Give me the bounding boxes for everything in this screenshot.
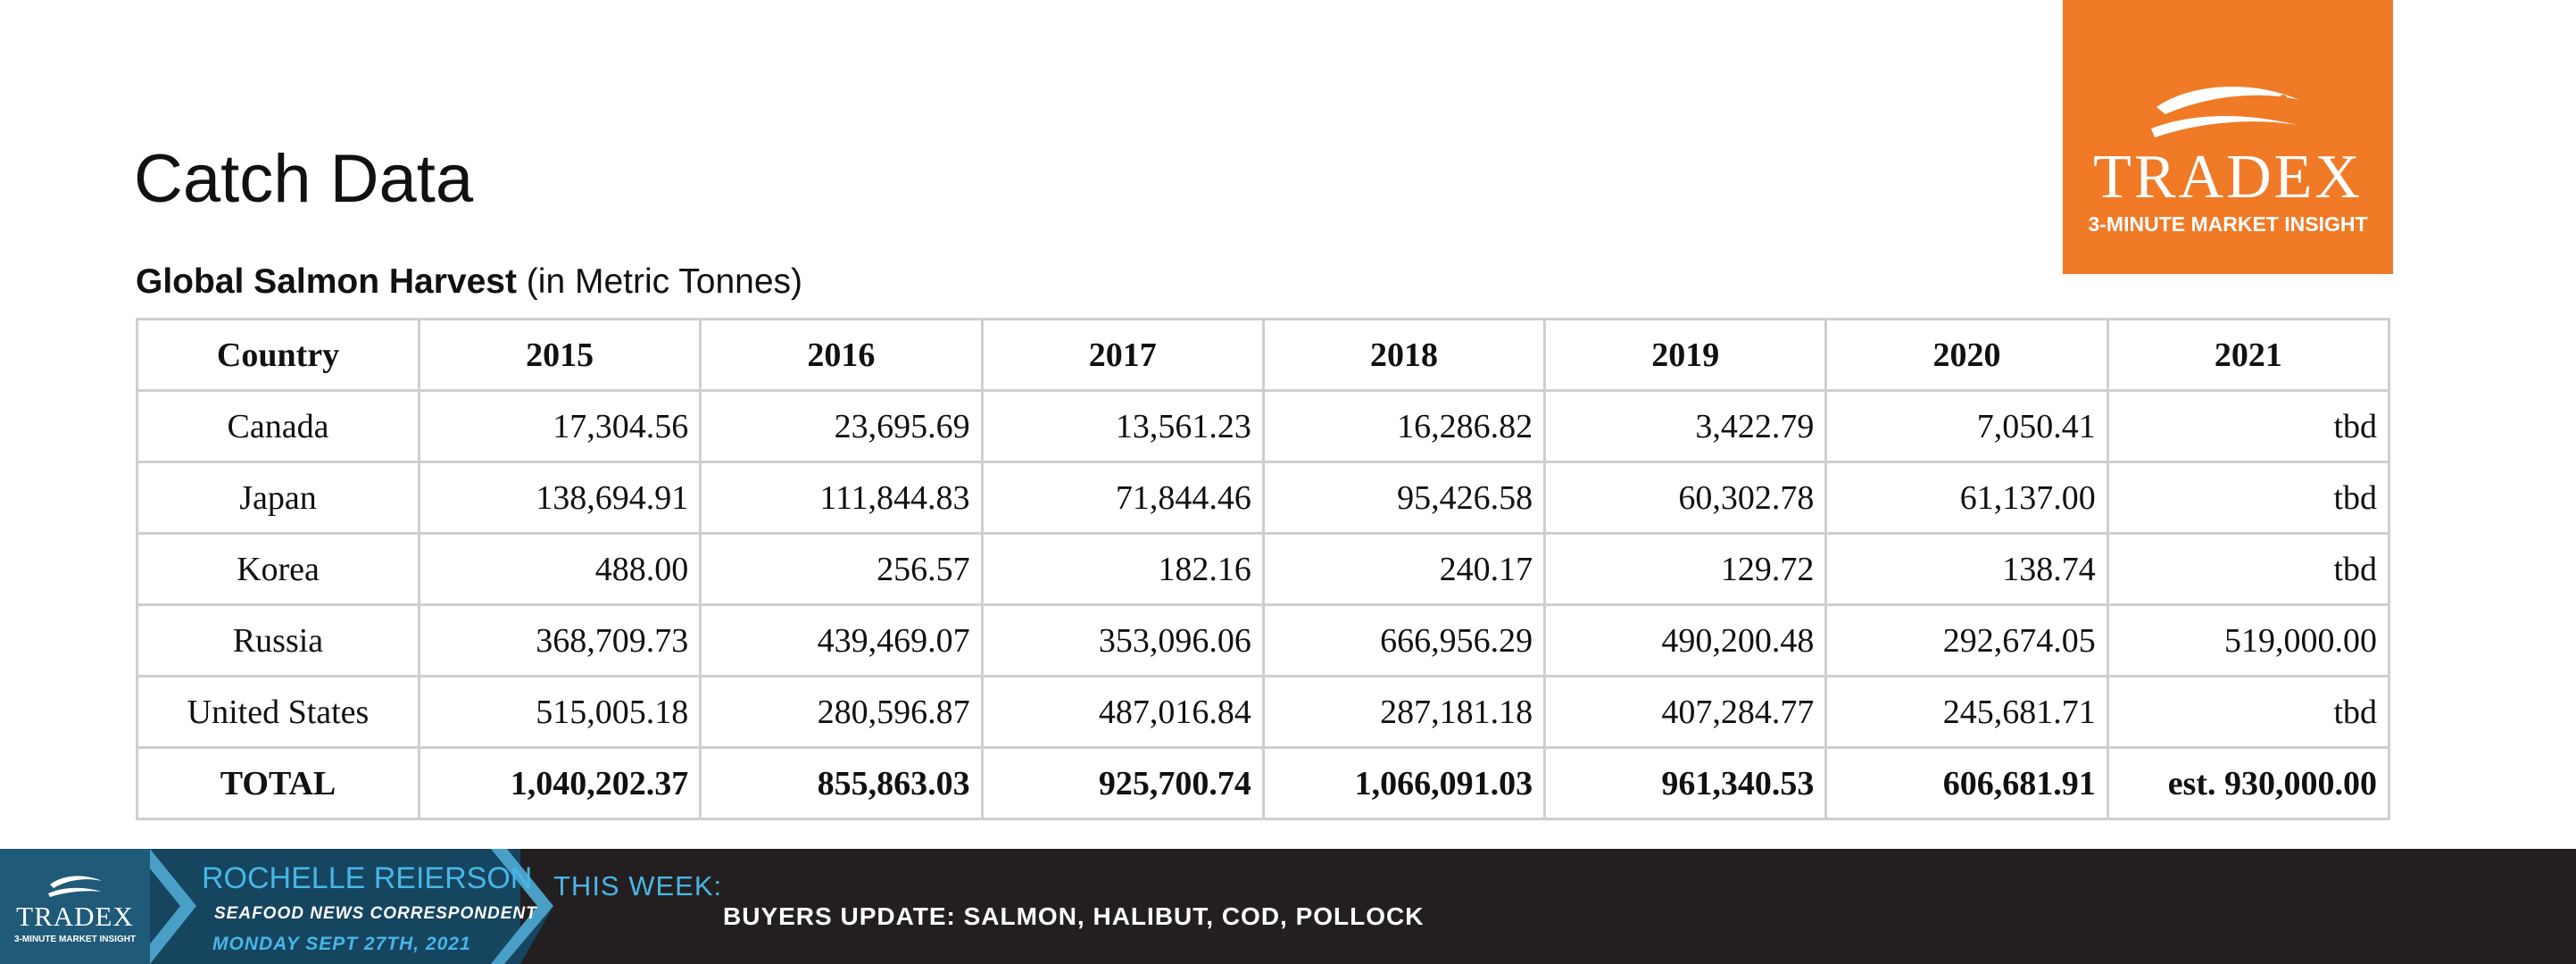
cell-value: 256.57 xyxy=(701,534,982,605)
cell-value: 488.00 xyxy=(420,534,701,605)
cell-value: tbd xyxy=(2107,677,2389,748)
cell-value: 129.72 xyxy=(1545,534,1826,605)
logo-tagline: 3-MINUTE MARKET INSIGHT xyxy=(2088,212,2368,236)
ticker-logo-wordmark: TRADEX xyxy=(16,901,134,932)
cell-value: 71,844.46 xyxy=(982,462,1263,534)
cell-value: 7,050.41 xyxy=(1826,391,2107,462)
cell-value: 245,681.71 xyxy=(1826,677,2107,748)
cell-value: 138.74 xyxy=(1826,534,2107,605)
cell-country: Russia xyxy=(137,605,420,677)
cell-total: 606,681.91 xyxy=(1826,748,2107,819)
table-total-row xyxy=(137,748,2389,819)
ticker-logo-tagline: 3-MINUTE MARKET INSIGHT xyxy=(13,935,137,944)
column-header-2019: 2019 xyxy=(1545,320,1826,391)
column-header-2018: 2018 xyxy=(1263,320,1544,391)
fish-wave-icon xyxy=(2148,73,2308,145)
cell-value: 280,596.87 xyxy=(701,677,982,748)
table-header-row xyxy=(137,320,2389,391)
correspondent-name: ROCHELLE REIERSON xyxy=(202,861,533,895)
table-row xyxy=(137,677,2389,748)
column-header-2021: 2021 xyxy=(2107,320,2389,391)
cell-total: 925,700.74 xyxy=(982,748,1263,819)
table-row xyxy=(137,534,2389,605)
cell-value: tbd xyxy=(2107,534,2389,605)
table-caption xyxy=(136,264,802,299)
correspondent-role: SEAFOOD NEWS CORRESPONDENT xyxy=(214,904,537,923)
cell-value: 61,137.00 xyxy=(1826,462,2107,534)
column-header-2020: 2020 xyxy=(1826,320,2107,391)
table-row xyxy=(137,462,2389,534)
cell-value: tbd xyxy=(2107,462,2389,534)
cell-value: 16,286.82 xyxy=(1263,391,1544,462)
fish-wave-icon xyxy=(46,870,105,899)
cell-value: 439,469.07 xyxy=(701,605,982,677)
cell-value: 138,694.91 xyxy=(420,462,701,534)
cell-value: 95,426.58 xyxy=(1263,462,1544,534)
cell-value: 17,304.56 xyxy=(420,391,701,462)
cell-value: 111,844.83 xyxy=(701,462,982,534)
cell-total: 1,040,202.37 xyxy=(420,748,701,819)
table-row xyxy=(137,605,2389,677)
cell-country: Korea xyxy=(137,534,420,605)
table-caption-unit: (in Metric Tonnes) xyxy=(516,262,803,301)
column-header-country: Country xyxy=(137,320,420,391)
cell-value: 287,181.18 xyxy=(1263,677,1544,748)
cell-value: 3,422.79 xyxy=(1545,391,1826,462)
cell-value: tbd xyxy=(2107,391,2389,462)
cell-country: United States xyxy=(137,677,420,748)
cell-value: 490,200.48 xyxy=(1545,605,1826,677)
cell-country: Japan xyxy=(137,462,420,534)
news-ticker-bar xyxy=(0,849,2576,964)
cell-value: 13,561.23 xyxy=(982,391,1263,462)
cell-country: Canada xyxy=(137,391,420,462)
cell-total: 855,863.03 xyxy=(701,748,982,819)
cell-total: est. 930,000.00 xyxy=(2107,748,2389,819)
salmon-harvest-table xyxy=(136,318,2390,820)
logo-wordmark: TRADEX xyxy=(2093,143,2363,212)
cell-value: 60,302.78 xyxy=(1545,462,1826,534)
broadcast-date: MONDAY SEPT 27TH, 2021 xyxy=(212,934,471,954)
this-week-label: THIS WEEK: xyxy=(553,870,723,902)
page-title: Catch Data xyxy=(134,140,474,217)
table-caption-title: Global Salmon Harvest xyxy=(136,262,517,301)
table-row xyxy=(137,391,2389,462)
cell-total: 1,066,091.03 xyxy=(1263,748,1544,819)
cell-value: 353,096.06 xyxy=(982,605,1263,677)
column-header-2015: 2015 xyxy=(420,320,701,391)
cell-value: 666,956.29 xyxy=(1263,605,1544,677)
cell-value: 182.16 xyxy=(982,534,1263,605)
cell-value: 487,016.84 xyxy=(982,677,1263,748)
column-header-2016: 2016 xyxy=(701,320,982,391)
cell-value: 368,709.73 xyxy=(420,605,701,677)
ticker-tradex-logo xyxy=(0,849,150,964)
cell-value: 407,284.77 xyxy=(1545,677,1826,748)
cell-value: 240.17 xyxy=(1263,534,1544,605)
cell-value: 292,674.05 xyxy=(1826,605,2107,677)
column-header-2017: 2017 xyxy=(982,320,1263,391)
cell-value: 515,005.18 xyxy=(420,677,701,748)
cell-total: 961,340.53 xyxy=(1545,748,1826,819)
cell-value: 519,000.00 xyxy=(2107,605,2389,677)
tradex-logo xyxy=(2063,0,2393,274)
ticker-headline: BUYERS UPDATE: SALMON, HALIBUT, COD, POLLOCK xyxy=(723,902,1425,930)
cell-total-label: TOTAL xyxy=(137,748,420,819)
cell-value: 23,695.69 xyxy=(701,391,982,462)
